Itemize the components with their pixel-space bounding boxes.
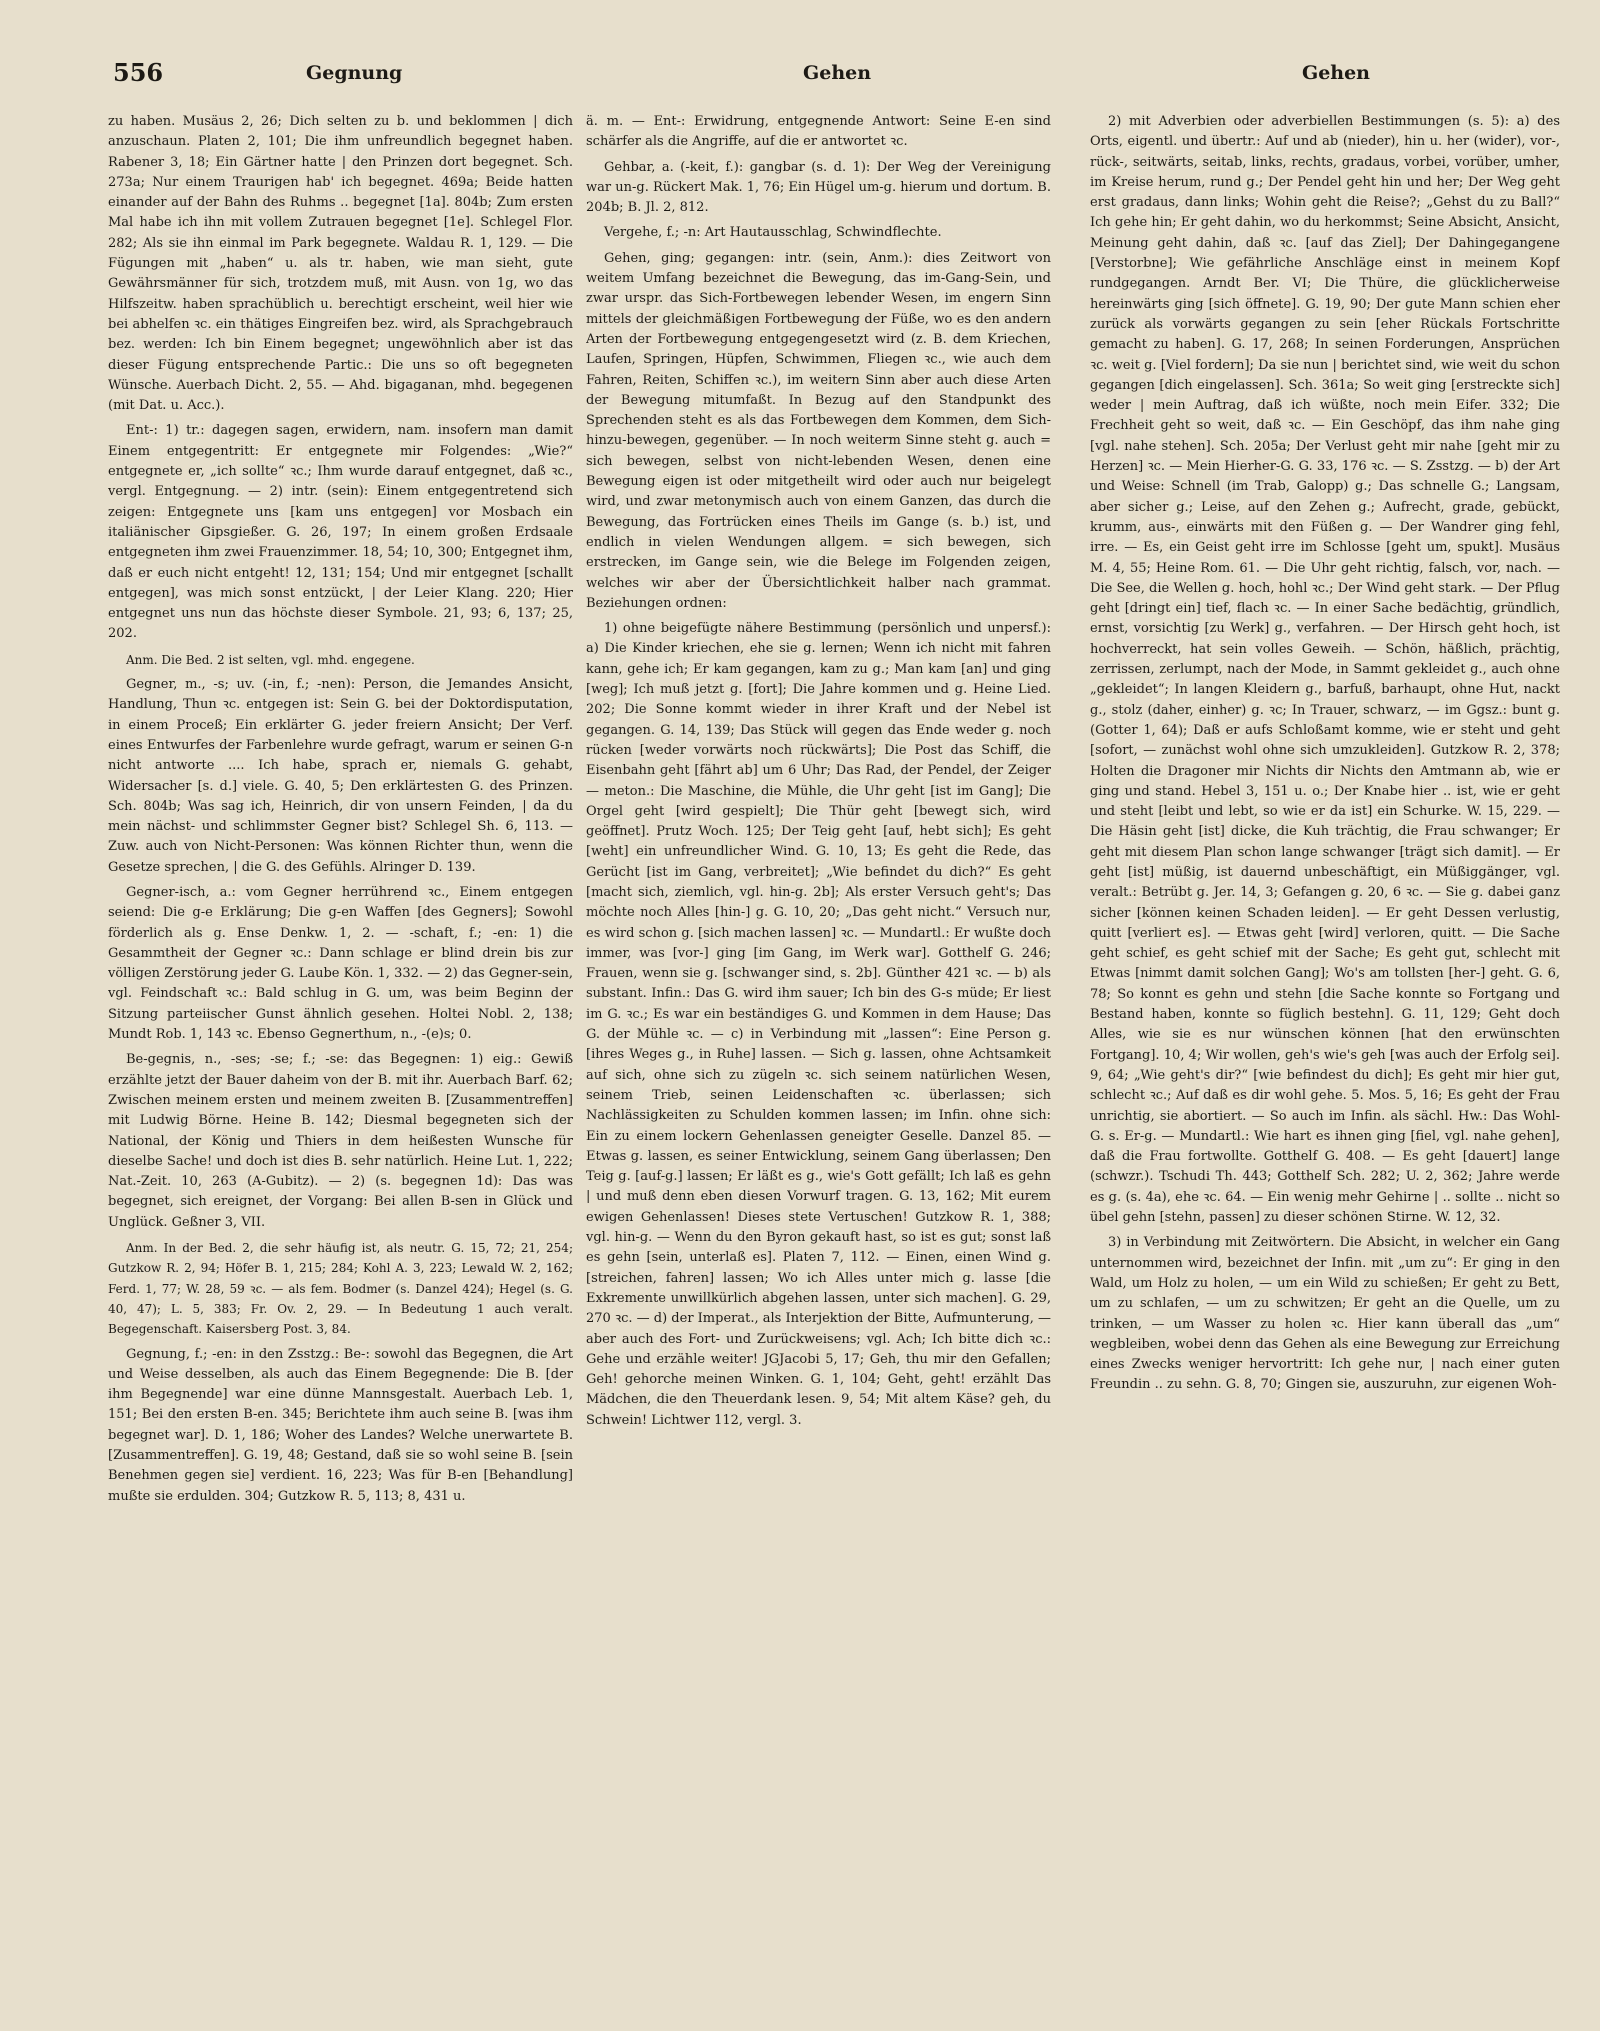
text-column-right: [1090, 112, 1560, 2007]
entry-gehbar: Gehbar, a. (-keit, f.): gangbar (s. d. 1): Der Weg der Vereinigung war un-g. Rückert Mak. 1, 76; Ein Hügel um-g. hierum und dortum. B. 204b; B. Jl. 2, 812.: [586, 159, 1051, 216]
right-catchword: Gehen: [1301, 62, 1370, 84]
entry-vergehe: Vergehe, f.; -n: Art Hautausschlag, Schwindflechte.: [604, 225, 942, 241]
entry-gehen: Gehen, ging; gegangen: intr. (sein, Anm.): dies Zeitwort von weitem Umfang bezeichnet die Bewegung, das im-Gang-Sein, und zwar urspr. das Sich-Fortbewegen lebender Wesen, im engern Sinn mittels der gleichmäßigen Fortbewegung der Füße, wo es den andern Arten der Fortbewegung entgegengesetzt wird (z. B. dem Kriechen, Laufen, Springen, Hüpfen, Schwimmen, Fliegen ꝛc., wie auch dem Fahren, Reiten, Schiffen ꝛc.), im weitern Sinn aber auch diese Arten der Bewegung mitumfaßt. In Bezug auf den Standpunkt des Sprechenden steht es als das Fortbewegen dem Kommen, dem Sich-hinzu-bewegen, gegenüber. — In noch weiterm Sinne steht g. auch = sich bewegen, selbst von nicht-lebenden Wesen, denen eine Bewegung eigen ist oder mitgetheilt wird oder auch nur beigelegt wird, und zwar metonymisch auch von einem Ganzen, das durch die Bewegung, das Fortrücken eines Theils im Gange (s. b.) ist, und endlich in vielen Wendungen allgem. = sich bewegen, sich erstrecken, im Gange sein, wie die Belege im Folgenden zeigen, welches wir aber der Übersichtlichkeit halber nach grammat. Beziehungen ordnen:: [586, 250, 1051, 611]
entry-gegner: Gegner, m., -s; uv. (-in, f.; -nen): Person, die Jemandes Ansicht, Handlung, Thun ꝛc. entgegen ist: Sein G. bei der Doktordisputation, in einem Proceß; Ein erklärter G. jeder freiern Ansicht; Der Verf. eines Entwurfes der Farbenlehre wurde gefragt, warum er seinen G-n nicht antworte .... Ich habe, sprach er, niemals G. gehabt, Widersacher [s. d.] viele. G. 40, 5; Den erklärtesten G. des Prinzen. Sch. 804b; Was sag ich, Heinrich, dir von unsern Feinden, | da du mein nächst- und schlimmster Gegner bist? Schlegel Sh. 6, 113. — Zuw. auch von Nicht-Personen: Was können Richter thun, wenn die Gesetze sprechen, | die G. des Gefühls. Alringer D. 139.: [108, 677, 573, 875]
text-column-middle: [586, 112, 1051, 2007]
entry-gehen-sense-3: 3) in Verbindung mit Zeitwörtern. Die Absicht, in welcher ein Gang unternommen wird, bezeichnet der Infin. mit „um zu“: Er ging in den Wald, um Holz zu holen, — um ein Wild zu schießen; Er geht zu Bett, um zu schlafen, — um zu schwitzen; Er geht an die Quelle, um zu trinken, — um Wasser zu holen ꝛc. Hier kann überall das „um“ wegbleiben, wobei denn das Gehen als eine Bewegung zur Erreichung eines Zwecks weniger hervortritt: Ich gehe nur, | nach einer guten Freundin .. zu sehn. G. 8, 70; Gingen sie, auszuruhn, zur eigenen Woh-: [1090, 1235, 1560, 1393]
annotation: Anm. Die Bed. 2 ist selten, vgl. mhd. engegene.: [126, 652, 415, 667]
entry-gegnerisch: Gegner-isch, a.: vom Gegner herrührend ꝛc., Einem entgegen seiend: Die g-e Erklärung; Die g-en Waffen [des Gegners]; Sowohl förderlich als g. Ense Denkw. 1, 2. — -schaft, f.; -en: 1) die Gesammtheit der Gegner ꝛc.: Dann schlage er blind drein bis zur völligen Zerstörung jeder G. Laube Kön. 1, 332. — 2) das Gegner-sein, vgl. Feindschaft ꝛc.: Bald schlug in G. um, was beim Beginn der Sitzung parteiischer Gunst ähnlich gesehen. Holtei Nobl. 2, 138; Mundt Rob. 1, 143 ꝛc. Ebenso Gegnerthum, n., -(e)s; 0.: [108, 884, 573, 1043]
middle-catchword: Gehen: [803, 62, 872, 84]
page-number: 556: [113, 58, 164, 87]
page-header: [113, 52, 1370, 92]
entry-gehen-sense-2: 2) mit Adverbien oder adverbiellen Bestimmungen (s. 5): a) des Orts, eigentl. und übertr.: Auf und ab (nieder), hin u. her (wider), vor-, rück-, seitwärts, seitab, links, rechts, gradaus, vorbei, vorüber, umher, im Kreise herum, rund g.; Der Pendel geht hin und her; Der Weg geht erst gradaus, dann links; Wohin geht die Reise?; „Gehst du zu Ball?“ Ich gehe hin; Er geht dahin, wo du herkommst; Seine Absicht, Ansicht, Meinung geht dahin, daß ꝛc. [auf das Ziel]; Der Dahingegangene [Verstorbne]; Wie gefährliche Anschläge einst in meinem Kopf rundgegangen. Arndt Ber. VI; Die Thüre, die glücklicherweise hereinwärts ging [sich öffnete]. G. 19, 90; Der gute Mann schien eher zurück als vorwärts gegangen zu sein [eher Rückals Fortschritte gemacht zu haben]. G. 17, 268; In seinen Forderungen, Ansprüchen ꝛc. weit g. [Viel fordern]; Da sie nun | berichtet sind, wie weit du schon gegangen [dich eingelassen]. Sch. 361a; So weit ging [erstreckte sich] weder | mein Auftrag, daß ich wüßte, noch mein Eifer. 332; Die Frechheit geht so weit, daß ꝛc. — Ein Geschöpf, das ihm nahe ging [vgl. nahe stehen]. Sch. 205a; Der Verlust geht mir nahe [geht mir zu Herzen] ꝛc. — Mein Hierher-G. G. 33, 176 ꝛc. — S. Zsstzg. — b) der Art und Weise: Schnell (im Trab, Galopp) g.; Das schnelle G.; Langsam, aber sicher g.; Leise, auf den Zehen g.; Aufrecht, grade, gebückt, krumm, aus-, einwärts mit den Füßen g. — Der Wandrer ging fehl, irre. — Es, ein Geist geht irre im Schlosse [geht um, spukt]. Musäus M. 4, 55; Heine Rom. 61. — Die Uhr geht richtig, falsch, vor, nach. — Die See, die Wellen g. hoch, hohl ꝛc.; Der Wind geht stark. — Der Pflug geht [dringt ein] tief, flach ꝛc. — In einer Sache bedächtig, gründlich, ernst, vorsichtig [zu Werk] g., verfahren. — Der Hirsch geht hoch, ist hochverreckt, hat sein volles Geweih. — Schön, häßlich, prächtig, zerrissen, zerlumpt, nach der Mode, in Sammt gekleidet g., auch ohne „gekleidet“; In langen Kleidern g., barfuß, barhaupt, ohne Hut, nackt g., stolz (daher, einher) g. ꝛc; In Trauer, schwarz, — im Ggsz.: bunt g. (Gotter 1, 64); Daß er aufs Schloßamt komme, wie er steht und geht [sofort, — zunächst wohl ohne sich umzukleiden]. Gutzkow R. 2, 378; Holten die Dragoner mir Nichts dir Nichts den Amtmann ab, wie er ging und stand. Hebel 3, 151 u. o.; Der Knabe hier .. ist, wie er geht und steht [leibt und lebt, so wie er da ist] ein Schurke. W. 15, 229. — Die Häsin geht [ist] dicke, die Kuh trächtig, die Frau schwanger; Er geht mit diesem Plan schon lange schwanger [trägt sich damit]. — Er geht [ist] müßig, ist dauernd unbeschäftigt, ein Müßiggänger, vgl. veralt.: Betrübt g. Jer. 14, 3; Gefangen g. 20, 6 ꝛc. — Sie g. dabei ganz sicher [können keinen Schaden leiden]. — Er geht Dessen verlustig, quitt [verliert es]. — Etwas geht [wird] verloren, quitt. — Die Sache geht schief, es geht schief mit der Sache; Es geht gut, schlecht mit Etwas [nimmt damit solchen Gang]; Wo's am tollsten [her-] geht. G. 6, 78; So konnt es gehn und stehn [die Sache konnte so Fortgang und Bestand haben, konnte so füglich bestehn]. G. 11, 129; Geht doch Alles, wie sie es nur wünschen können [hat den erwünschten Fortgang]. 10, 4; Wir wollen, geh's wie's geh [was auch der Erfolg sei]. 9, 64; „Wie geht's dir?“ [wie befindest du dich]; Es geht mir hier gut, schlecht ꝛc.; Auf daß es dir wohl gehe. 5. Mos. 5, 16; Es geht der Frau unrichtig, sie abortiert. — So auch im Infin. als sächl. Hw.: Das Wohl-G. s. Er-g. — Mundartl.: Wie hart es ihnen ging [fiel, vgl. nahe gehen], daß die Frau fortwollte. Gotthelf G. 408. — Es geht [dauert] lange (schwzr.). Tschudi Th. 443; Gotthelf Sch. 282; U. 2, 362; Jahre werde es g. (s. 4a), ehe ꝛc. 64. — Ein wenig mehr Gehirne | .. sollte .. nicht so übel gehn [stehn, passen] zu dieser schönen Stirne. W. 12, 32.: [1090, 114, 1560, 1226]
entry-gehen-sense-1: 1) ohne beigefügte nähere Bestimmung (persönlich und unpersf.): a) Die Kinder kriechen, ehe sie g. lernen; Wenn ich nicht mit fahren kann, gehe ich; Er kam gegangen, kam zu g.; Man kam [an] und ging [weg]; Ich muß jetzt g. [fort]; Die Jahre kommen und g. Heine Lied. 202; Die Sonne kommt wieder in ihrer Kraft und der Nebel ist gegangen. G. 14, 139; Das Stück will gegen das Ende weder g. noch rücken [weder vorwärts noch rückwärts]; Die Post das Schiff, die Eisenbahn geht [fährt ab] um 6 Uhr; Das Rad, der Pendel, der Zeiger — meton.: Die Maschine, die Mühle, die Uhr geht [ist im Gang]; Die Orgel geht [wird gespielt]; Die Thür geht [bewegt sich, wird geöffnet]. Prutz Woch. 125; Der Teig geht [auf, hebt sich]; Es geht [weht] ein unfreundlicher Wind. G. 10, 13; Es geht die Rede, das Gerücht [ist im Gang, verbreitet]; „Wie befindet du dich?“ Es geht [macht sich, ziemlich, vgl. hin-g. 2b]; Als erster Versuch geht's; Das möchte noch Alles [hin-] g. G. 10, 20; „Das geht nicht.“ Versuch nur, es wird schon g. [sich machen lassen] ꝛc. — Mundartl.: Er wußte doch immer, was [vor-] ging [im Gang, im Werk war]. Gotthelf G. 246; Frauen, wenn sie g. [schwanger sind, s. 2b]. Günther 421 ꝛc. — b) als substant. Infin.: Das G. wird ihm sauer; Ich bin des G-s müde; Er liest im G. ꝛc.; Es war ein beständiges G. und Kommen in dem Hause; Das G. der Mühle ꝛc. — c) in Verbindung mit „lassen“: Eine Person g. [ihres Weges g., in Ruhe] lassen. — Sich g. lassen, ohne Achtsamkeit auf sich, ohne sich zu zügeln ꝛc. sich seinem natürlichen Wesen, seinem Trieb, seinen Leidenschaften ꝛc. überlassen; sich Nachlässigkeiten zu Schulden kommen lassen; im Infin. ohne sich: Ein zu einem lockern Gehenlassen geneigter Geselle. Danzel 85. — Etwas g. lassen, es seiner Entwicklung, seinem Gang überlassen; Den Teig g. [auf-g.] lassen; Er läßt es g., wie's Gott gefällt; Ich laß es gehn | und muß denn eben diesen Vorwurf tragen. G. 13, 162; Mit eurem ewigen Gehenlassen! Dieses stete Vertuschen! Gutzkow R. 1, 388; vgl. hin-g. — Wenn du den Byron gekauft hast, so ist es gut; sonst laß es gehn [sein, unterlaß es]. Platen 7, 112. — Einen, einen Wind g. [streichen, fahren] lassen; Wo ich Alles unter mich g. lasse [die Exkremente unwillkürlich abgehen lassen, unter sich machen]. G. 29, 270 ꝛc. — d) der Imperat., als Interjektion der Bitte, Aufmunterung, — aber auch des Fort- und Zurückweisens; vgl. Ach; Ich bitte dich ꝛc.: Gehe und erzähle weiter! JGJacobi 5, 17; Geh, thu mir den Gefallen; Geh! gehorche meinen Winken. G. 1, 104; Geht, geht! erzählt Das Mädchen, die den Theuerdank lesen. 9, 54; Mit altem Käse? geh, du Schwein! Lichtwer 112, vergl. 3.: [586, 621, 1051, 1428]
annotation: Anm. In der Bed. 2, die sehr häufig ist, als neutr. G. 15, 72; 21, 254; Gutzkow R. 2, 94; Höfer B. 1, 215; 284; Kohl A. 3, 223; Lewald W. 2, 162; Ferd. 1, 77; W. 28, 59 ꝛc. — als fem. Bodmer (s. Danzel 424); Hegel (s. G. 40, 47); L. 5, 383; Fr. Ov. 2, 29. — In Bedeutung 1 auch veralt. Begegenschaft. Kaisersberg Post. 3, 84.: [108, 1241, 573, 1337]
left-catchword: Gegnung: [306, 62, 403, 84]
entry-entgegnen: Ent-: 1) tr.: dagegen sagen, erwidern, nam. insofern man damit Einem entgegentritt: Er entgegnete mir Folgendes: „Wie?“ entgegnete er, „ich sollte“ ꝛc.; Ihm wurde darauf entgegnet, daß ꝛc., vergl. Entgegnung. — 2) intr. (sein): Einem entgegentretend sich zeigen: Entgegnete uns [kam uns entgegen] vor Mosbach ein italiänischer Gipsgießer. G. 26, 197; In einem großen Erdsaale entgegneten ihm zwei Frauenzimmer. 18, 54; 10, 300; Entgegnet ihm, daß er euch nicht entgeht! 12, 131; 154; Und mir entgegnet [schallt entgegen], was mich sonst entzückt, | der Leier Klang. 220; Hier entgegnet uns nun das höchste dieser Symbole. 21, 93; 6, 137; 25, 202.: [108, 423, 573, 642]
paragraph: zu haben. Musäus 2, 26; Dich selten zu b. und beklommen | dich anzuschaun. Platen 2, 101; Die ihm unfreundlich begegnet haben. Rabener 3, 18; Ein Gärtner hatte | den Prinzen dort begegnet. Sch. 273a; Nur einem Traurigen hab' ich begegnet. 469a; Beide hatten einander auf der Bahn des Ruhms .. begegnet [1a]. 804b; Zum ersten Mal habe ich ihn mit vollem Zutrauen begegnet [1e]. Schlegel Flor. 282; Als sie ihn einmal im Park begegnete. Waldau R. 1, 129. — Die Fügungen mit „haben“ u. als tr. haben, wie man sieht, gute Gewährsmänner für sich, trotzdem muß, mit Ausn. von 1g, wo das Hilfszeitw. haben sprachüblich u. berechtigt erscheint, weil hier wie bei abhelfen ꝛc. ein thätiges Eingreifen bez. wird, als Sprachgebrauch bez. werden: Ich bin Einem begegnet; ungewöhnlich aber ist das dieser Fügung entsprechende Partic.: Die uns so oft begegneten Wünsche. Auerbach Dicht. 2, 55. — Ahd. bigaganan, mhd. begegenen (mit Dat. u. Acc.).: [108, 114, 573, 414]
entry-gegnung: Gegnung, f.; -en: in den Zsstzg.: Be-: sowohl das Begegnen, die Art und Weise desselben, als auch das Einem Begegnende: Die B. [der ihm Begegnende] war eine dünne Mannsgestalt. Auerbach Leb. 1, 151; Bei den ersten B-en. 345; Berichtete ihm auch seine B. [was ihm begegnet war]. D. 1, 186; Woher des Landes? Welche unerwartete B. [Zusammentreffen]. G. 19, 48; Gestand, daß sie so wohl seine B. [sein Benehmen gegen sie] verdient. 16, 223; Was für B-en [Behandlung] mußte sie erdulden. 304; Gutzkow R. 5, 113; 8, 431 u.: [108, 1346, 573, 1504]
text-column-left: [108, 112, 573, 2007]
entry-begegnis: Be-gegnis, n., -ses; -se; f.; -se: das Begegnen: 1) eig.: Gewiß erzählte jetzt der Bauer daheim von der B. mit ihr. Auerbach Barf. 62; Zwischen meinem ersten und meinem zweiten B. [Zusammentreffen] mit Ludwig Börne. Heine B. 142; Diesmal begegneten sich der National, der König und Thiers in dem heißesten Wunsche für dieselbe Sache! und doch ist dies B. sehr natürlich. Heine Lut. 1, 222; Nat.-Zeit. 10, 263 (A-Gubitz). — 2) (s. begegnen 1d): Das was begegnet, sich ereignet, der Vorgang: Bei allen B-sen in Glück und Unglück. Geßner 3, VII.: [108, 1052, 573, 1230]
paragraph: ä. m. — Ent-: Erwidrung, entgegnende Antwort: Seine E-en sind schärfer als die Angriffe, auf die er antwortet ꝛc.: [586, 114, 1051, 150]
